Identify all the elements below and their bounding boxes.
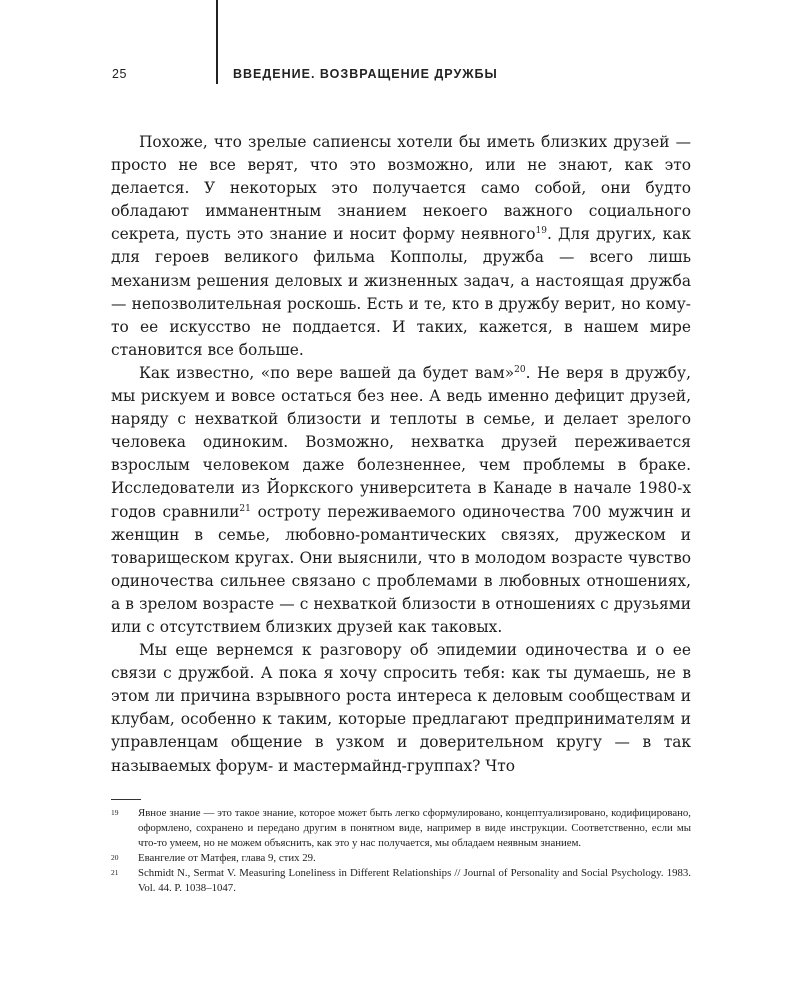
footnote-ref: 21: [239, 503, 251, 514]
page-number: 25: [112, 67, 127, 81]
paragraph-2: [111, 362, 691, 639]
running-title: ВВЕДЕНИЕ. ВОЗВРАЩЕНИЕ ДРУЖБЫ: [233, 67, 498, 81]
footnote-21: [111, 866, 691, 896]
main-text: [111, 131, 691, 778]
footnote-20: [111, 851, 691, 866]
footnote-text: Schmidt N., Sermat V. Measuring Loneliness in Different Relationships // Journal of Personality and Social Psychology. 1983. Vol. 44. P. 1038–1047.: [138, 867, 691, 894]
paragraph-text: остроту переживаемого одиночества 700 мужчин и женщин в семье, любовно-романтических связях, дружеском и товарищеском кругах. Они выяснили, что в молодом возрасте чувство одиночества сильнее связано с проблемами в любовных отношениях, а в зрелом возрасте — с нехваткой близости в отношениях с друзьями или с отсутствием близких друзей как таковых.: [111, 502, 691, 636]
footnote-number: 21: [111, 868, 119, 877]
footnote-ref: 20: [514, 364, 526, 375]
paragraph-1: [111, 131, 691, 362]
paragraph-3: [111, 639, 691, 778]
paragraph-text: . Для других, как для героев великого фильма Копполы, дружба — всего лишь механизм решения деловых и жизненных задач, а настоящая дружба — непозволительная роскошь. Есть и те, кто в дружбу верит, но кому-то ее искусство не поддается. И таких, кажется, в нашем мире становится все больше.: [111, 225, 691, 359]
footnote-text: Евангелие от Матфея, глава 9, стих 29.: [138, 852, 316, 864]
paragraph-text: . Не веря в дружбу, мы рискуем и вовсе остаться без нее. А ведь именно дефицит друзей, наряду с нехваткой близости и теплоты в семье, и делает зрелого человека одиноким. Возможно, нехватка друзей переживается взрослым человеком даже болезненнее, чем проблемы в браке. Исследователи из Йоркского университета в Канаде в начале 1980-х годов сравнили: [111, 363, 691, 521]
header-vertical-rule: [216, 0, 218, 84]
footnote-number: 19: [111, 808, 119, 817]
paragraph-text: Похоже, что зрелые сапиенсы хотели бы иметь близких друзей — просто не все верят, что это возможно, или не знают, как это делается. У некоторых это получается само собой, они будто обладают имманентным знанием некоего важного социального секрета, пусть это знание и носит форму неявного: [111, 133, 691, 244]
footnote-number: 20: [111, 853, 119, 862]
footnote-separator: [111, 799, 141, 800]
footnote-19: [111, 806, 691, 851]
paragraph-text: Мы еще вернемся к разговору об эпидемии одиночества и о ее связи с дружбой. А пока я хочу спросить тебя: как ты думаешь, не в этом ли причина взрывного роста интереса к деловым сообществам и клубам, особенно к таким, которые предлагают предпринимателям и управленцам общение в узком и доверительном кругу — в так называемых форум- и мастермайнд-группах? Что: [111, 641, 691, 775]
footnote-text: Явное знание — это такое знание, которое может быть легко сформулировано, концептуализировано, кодифицировано, оформлено, сохранено и передано другим в понятном виде, например в виде инструкции. Соответственно, если мы что-то умеем, но не можем объяснить, как это у нас получается, мы обладаем неявным знанием.: [138, 807, 691, 849]
footnotes: [111, 806, 691, 896]
paragraph-text: Как известно, «по вере вашей да будет вам»: [139, 363, 515, 382]
footnote-ref: 19: [535, 226, 547, 237]
